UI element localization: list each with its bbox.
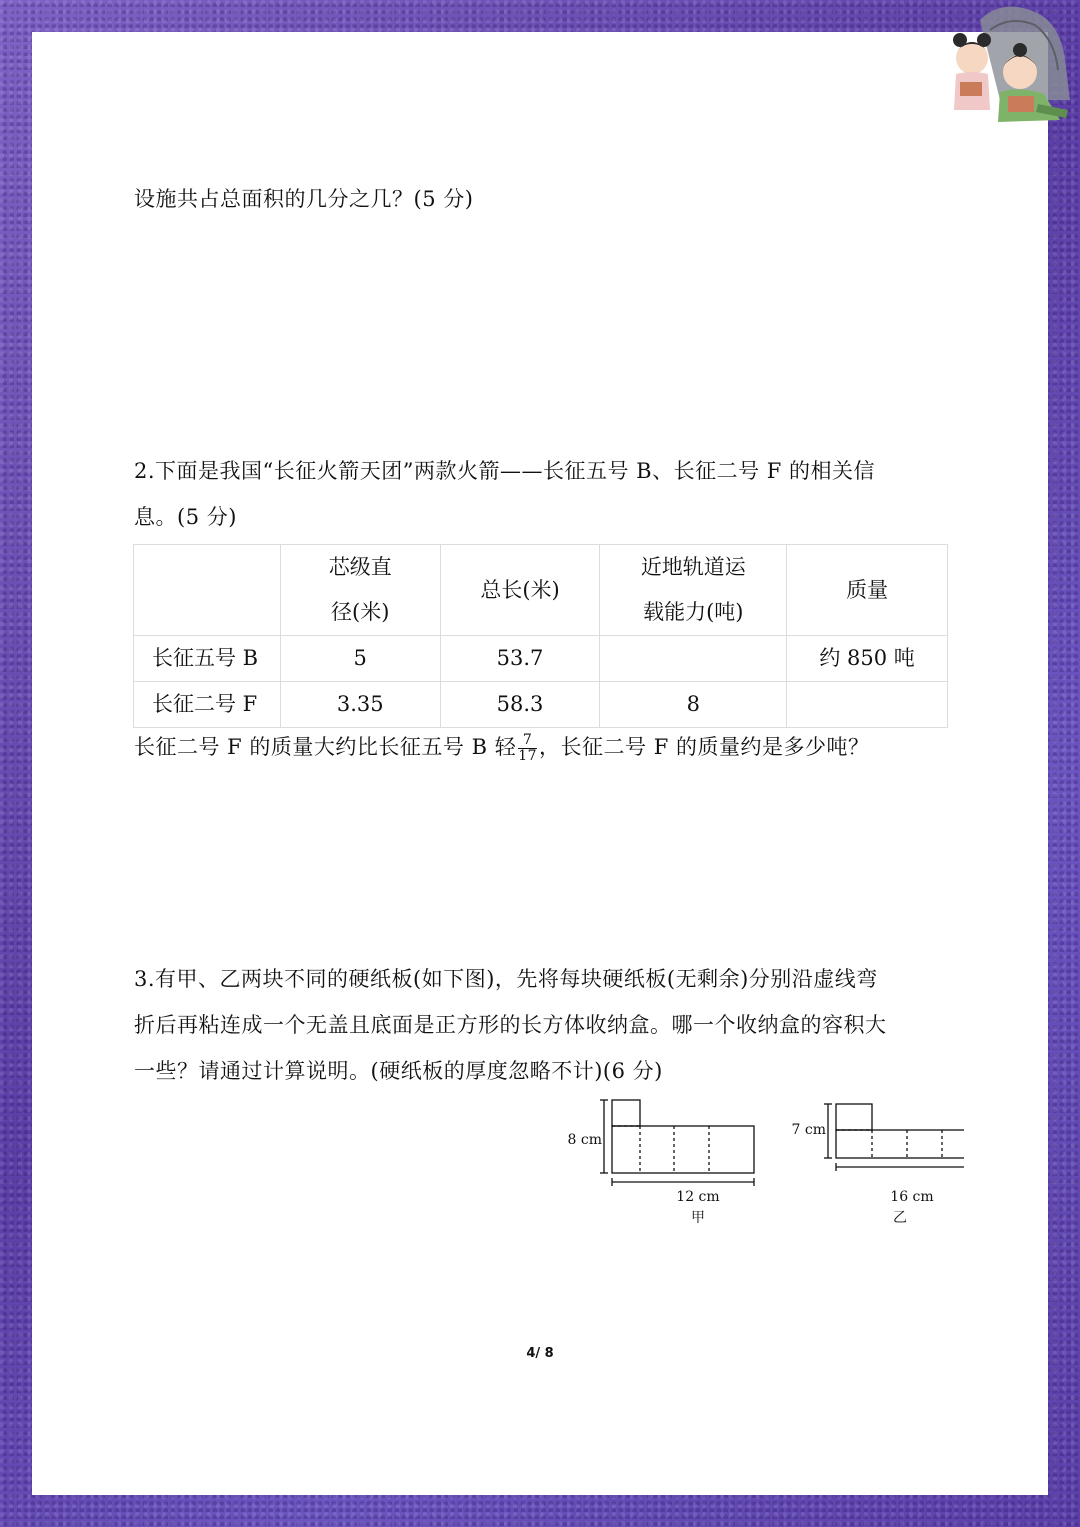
figure-a-height-label: 8 cm [567,1132,602,1148]
table-cell: 约 850 吨 [787,636,948,682]
table-cell: 长征二号 F [134,682,281,728]
table-cell [600,636,787,682]
figure-a-width-label: 12 cm [676,1189,720,1205]
table-cell: 8 [600,682,787,728]
question-3-line-3: 一些？请通过计算说明。(硬纸板的厚度忽略不计)(6 分) [134,1059,663,1083]
table-header-cell: 芯级直 径(米) [280,545,440,636]
table-cell: 58.3 [440,682,600,728]
question-2-line-1: 2.下面是我国“长征火箭天团”两款火箭——长征五号 B、长征二号 F 的相关信 [134,459,876,483]
question-2-line-2: 息。(5 分) [134,505,237,529]
figure-b [824,1104,964,1171]
table-row [134,636,948,682]
fraction-denominator: 17 [518,748,538,764]
table-header-cell [134,545,281,636]
question-2-question-pre: 长征二号 F 的质量大约比长征五号 B 轻 [134,735,517,759]
reading-children-illustration [920,0,1070,150]
figure-b-height-label: 7 cm [791,1122,826,1138]
question-2-question-post: ，长征二号 F 的质量约是多少吨？ [539,735,870,759]
figure-b-name: 乙 [893,1210,907,1226]
table-cell: 53.7 [440,636,600,682]
table-row [134,682,948,728]
table-header-cell: 总长(米) [440,545,600,636]
figure-a-name: 甲 [691,1210,705,1226]
rocket-info-table [133,544,948,728]
question-2-question [134,724,952,770]
table-cell: 长征五号 B [134,636,281,682]
cardboard-nets-diagram [564,1094,964,1234]
question-3-line-2: 折后再粘连成一个无盖且底面是正方形的长方体收纳盒。哪一个收纳盒的容积大 [134,1013,887,1037]
table-cell: 3.35 [280,682,440,728]
table-header-row [134,545,948,636]
table-header-cell: 质量 [787,545,948,636]
worksheet-page [32,32,1048,1495]
table-header-cell: 近地轨道运 载能力(吨) [600,545,787,636]
question-3-line-1: 3.有甲、乙两块不同的硬纸板(如下图)，先将每块硬纸板(无剩余)分别沿虚线弯 [134,967,878,991]
fraction [518,733,537,764]
table-cell: 5 [280,636,440,682]
fraction-numerator: 7 [518,733,537,749]
table-cell [787,682,948,728]
figure-a [600,1100,754,1186]
page-number: 4/ 8 [526,1346,554,1361]
question-1-tail: 设施共占总面积的几分之几？(5 分) [134,187,474,211]
figure-b-width-label: 16 cm [890,1189,934,1205]
